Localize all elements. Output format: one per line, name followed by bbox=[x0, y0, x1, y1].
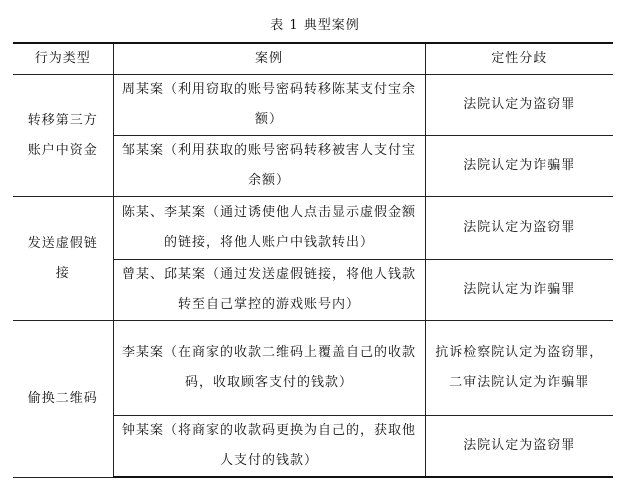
case-description-cell: 曾某、邱某案（通过发送虚假链接，将他人钱款转至自己掌控的游戏账号内） bbox=[113, 260, 425, 321]
ruling-cell: 法院认定为诈骗罪 bbox=[425, 136, 613, 197]
behavior-type-cell: 转移第三方账户中资金 bbox=[13, 75, 113, 197]
case-description-cell: 周某案（利用窃取的账号密码转移陈某支付宝余额） bbox=[113, 75, 425, 136]
table-caption: 表 1 典型案例 bbox=[270, 18, 360, 33]
ruling-cell: 法院认定为盗窃罪 bbox=[425, 75, 613, 136]
header-behavior-type: 行为类型 bbox=[13, 43, 113, 75]
case-description-cell: 邹某案（利用获取的账号密码转移被害人支付宝余额） bbox=[113, 136, 425, 197]
ruling-cell: 抗诉检察院认定为盗窃罪，二审法院认定为诈骗罪 bbox=[425, 321, 613, 416]
case-description-cell: 钟某案（将商家的收款码更换为自己的，获取他人支付的钱款） bbox=[113, 416, 425, 478]
case-description-cell: 李某案（在商家的收款二维码上覆盖自己的收款码，收取顾客支付的钱款） bbox=[113, 321, 425, 416]
case-description-cell: 陈某、李某案（通过诱使他人点击显示虚假金额的链接，将他人账户中钱款转出） bbox=[113, 197, 425, 260]
table-header-row bbox=[13, 43, 613, 75]
table-row bbox=[13, 197, 613, 260]
table-row bbox=[13, 75, 613, 136]
ruling-cell: 法院认定为盗窃罪 bbox=[425, 197, 613, 260]
behavior-type-cell: 偷换二维码 bbox=[13, 321, 113, 478]
ruling-cell: 法院认定为盗窃罪 bbox=[425, 416, 613, 478]
ruling-cell: 法院认定为诈骗罪 bbox=[425, 260, 613, 321]
table-row bbox=[13, 321, 613, 416]
behavior-type-cell: 发送虚假链接 bbox=[13, 197, 113, 321]
typical-cases-table bbox=[13, 42, 613, 478]
header-case: 案例 bbox=[113, 43, 425, 75]
header-ruling-divergence: 定性分歧 bbox=[425, 43, 613, 75]
